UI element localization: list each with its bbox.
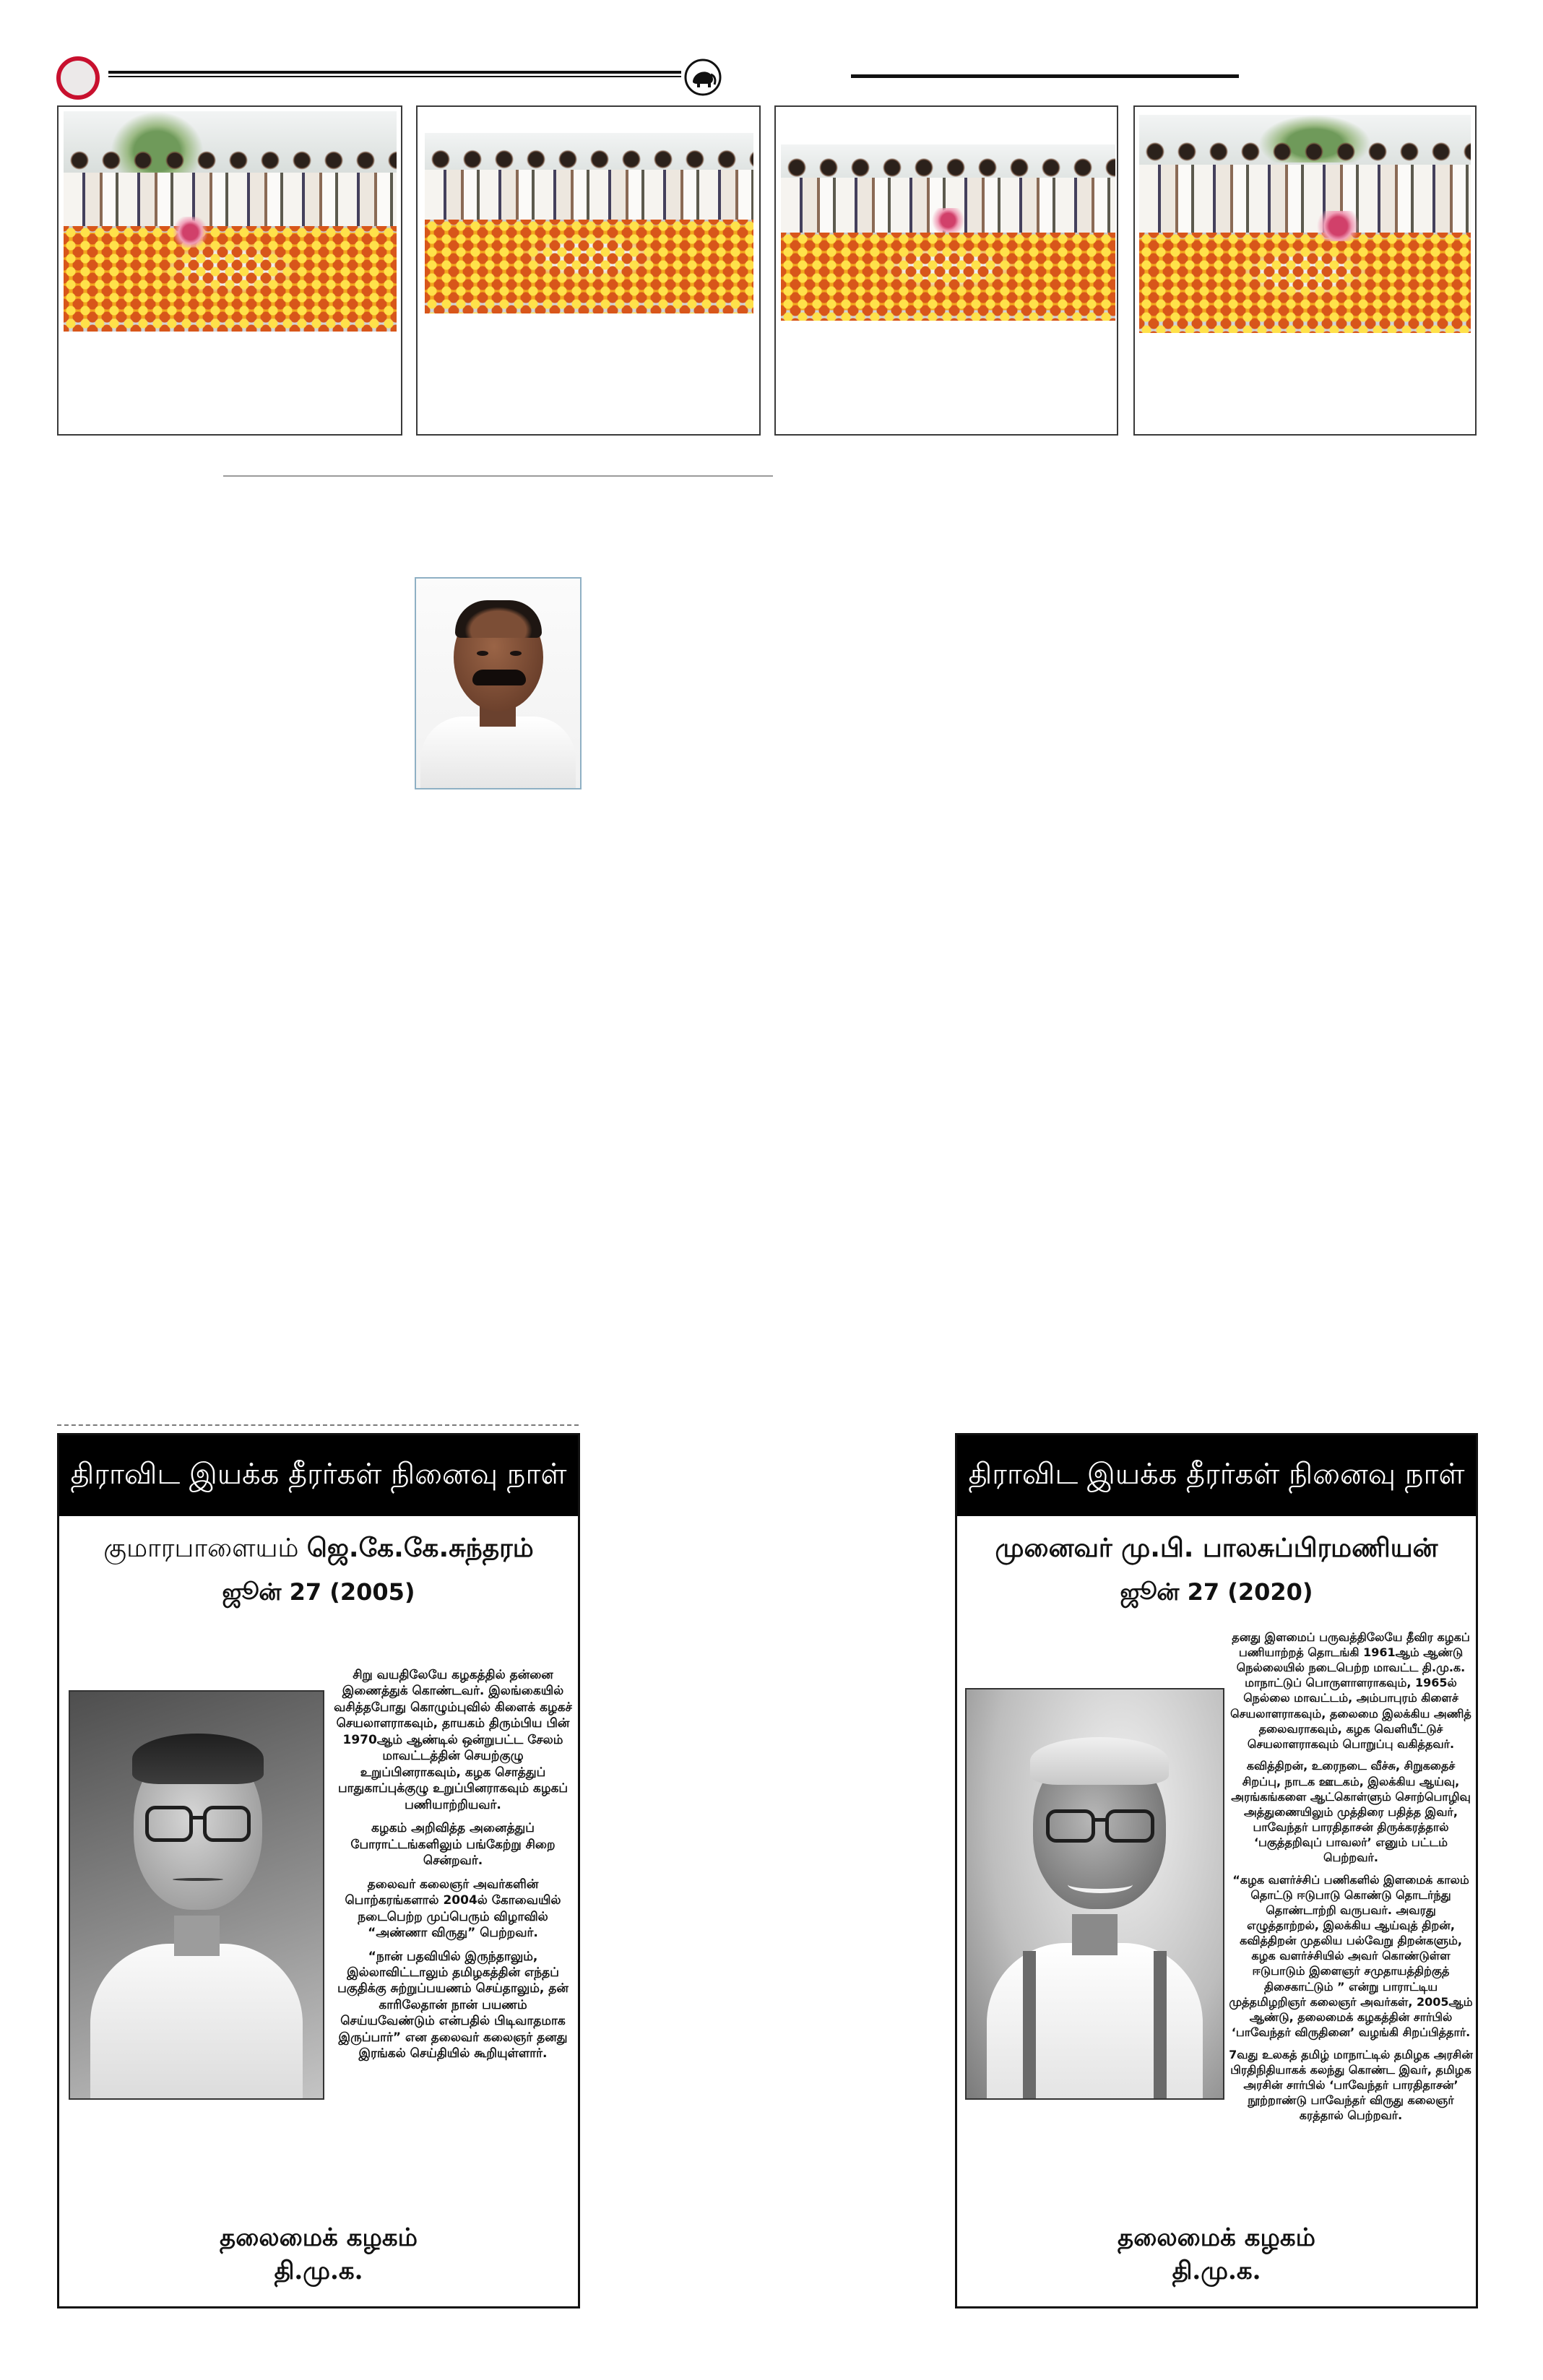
- memorial-biography-2: [1229, 1630, 1473, 2211]
- bio-paragraph: தலைவர் கலைஞர் அவர்களின் பொற்கரங்களால் 2004ல் கோவையில் நடைபெற்ற முப்பெரும் விழாவில் “அண்ணா விருது” பெற்றவர்.: [345, 1877, 561, 1940]
- portrait-moustache: [472, 670, 526, 685]
- glasses-right-lens: [203, 1806, 251, 1842]
- portrait-shirt: [987, 1943, 1202, 2098]
- bio-paragraph: 7வது உலகத் தமிழ் மாநாட்டில் தமிழக அரசின் பிரதிநிதியாகக் கலந்து கொண்ட இவர், தமிழக அரசின் சார்பில் ‘பாவேந்தர் பாரதிதாசன்’ நூற்றாண்டு பாவேந்தர் விருது கலைஞர் கரத்தால் பெற்றவர்.: [1229, 2047, 1473, 2123]
- memorial-name-line: [995, 1533, 1438, 1567]
- photo-rose-bouquet: [170, 217, 210, 248]
- name-main: மு.பி. பாலசுப்பிரமணியன்: [1121, 1533, 1438, 1563]
- name-main: ஜெ.கே.கே.சுந்தரம்: [306, 1533, 534, 1563]
- section-rule: [223, 475, 773, 477]
- emblem-icon: [683, 58, 722, 97]
- memorial-header-banner: [59, 1435, 578, 1516]
- tribute-photo-3: [781, 144, 1115, 321]
- memorial-notice-1: [57, 1433, 580, 2308]
- tribute-photo-4: [1139, 115, 1471, 333]
- glasses-bridge: [191, 1816, 204, 1819]
- bio-paragraph: தனது இளமைப் பருவத்திலேயே தீவிர கழகப் பணியாற்றத் தொடங்கி 1961ஆம் ஆண்டு நெல்லையில் நடைபெற்ற மாவட்ட தி.மு.க. மாநாட்டுப் பொருளாளராகவும், 1965ல் நெல்லை மாவட்டம், அம்பாபுரம் கிளைச் செயலாளராகவும், தலைமை இலக்கிய அணித் தலைவராகவும், கழக வெளியீட்டுச் செயலாளராகவும் பொறுப்பு வகித்தவர்.: [1230, 1630, 1471, 1751]
- photo-frame-1: [57, 105, 402, 436]
- photo-flower-memorial: [1139, 233, 1471, 333]
- bio-paragraph: “நான் பதவியில் இருந்தாலும், இல்லாவிட்டாலும் தமிழகத்தின் எந்தப் பகுதிக்கு சுற்றுப்பயணம் செய்தாலும், தன் காரிலேதான் நான் பயணம் செய்யவேண்டும் என்பதில் பிடிவாதமாக இருப்பார்” என தலைவர் கலைஞர் தனது இரங்கல் செய்தியில் கூறியுள்ளார்.: [337, 1949, 569, 2061]
- memorial-person-name: [957, 1533, 1476, 1567]
- signature-office: தலைமைக் கழகம்: [1118, 2223, 1315, 2252]
- signature-party: தி.மு.க.: [1172, 2256, 1261, 2285]
- portrait-photo: [415, 577, 582, 789]
- bio-paragraph: கவித்திறன், உரைநடை வீச்சு, சிறுகதைச் சிறப்பு, நாடக ஊடகம், இலக்கிய ஆய்வு, அரங்கங்களை ஆட்கொள்ளும் சொற்பொழிவு அத்துணையிலும் முத்திரை பதித்த இவர், பாவேந்தர் பாரதிதாசன் திருக்கரத்தால் ‘பகுத்தறிவுப் பாவலர்’ எனும் பட்டம் பெற்றவர்.: [1231, 1759, 1471, 1865]
- photo-crowd: [1139, 137, 1471, 237]
- name-prefix: முனைவர்: [995, 1533, 1112, 1563]
- signature-party: தி.மு.க.: [274, 2256, 363, 2285]
- glasses-right-lens: [1105, 1809, 1154, 1843]
- masthead-rule: [851, 74, 1239, 78]
- memorial-header-title: திராவிட இயக்க தீரர்கள் நினைவு நாள்: [968, 1457, 1465, 1491]
- portrait-neck: [174, 1916, 220, 1956]
- memorial-biography-1: [332, 1667, 574, 2187]
- portrait-hair: [1030, 1737, 1169, 1785]
- portrait-hair: [132, 1734, 264, 1784]
- portrait-hair: [455, 600, 542, 638]
- photo-frame-2: [416, 105, 761, 436]
- photo-flower-memorial: [425, 220, 753, 313]
- photo-flower-memorial: [64, 226, 397, 332]
- memorial-portrait-2: [965, 1688, 1224, 2100]
- portrait-neck: [1072, 1914, 1118, 1955]
- portrait-shirt: [90, 1944, 303, 2098]
- photo-crowd: [425, 147, 753, 227]
- memorial-signature: [957, 2221, 1476, 2288]
- portrait-shirt: [420, 717, 576, 788]
- portrait-suspender-right: [1154, 1951, 1167, 2098]
- portrait-mouth: [173, 1878, 223, 1881]
- page-number-circle: [56, 56, 100, 100]
- signature-office: தலைமைக் கழகம்: [220, 2223, 418, 2252]
- memorial-header-title: திராவிட இயக்க தீரர்கள் நினைவு நாள்: [70, 1457, 567, 1491]
- photo-frame-3: [774, 105, 1118, 436]
- memorial-date: ஜூன் 27 (2005): [222, 1578, 415, 1606]
- portrait-eye-left: [477, 651, 488, 656]
- glasses-bridge: [1094, 1818, 1107, 1822]
- bio-paragraph: சிறு வயதிலேயே கழகத்தில் தன்னை இணைத்துக் கொண்டவர். இலங்கையில் வசித்தபோது கொழும்புவில் கிளைக் கழகச் செயலாளராகவும், தாயகம் திரும்பிய பின் 1970ஆம் ஆண்டில் ஒன்றுபட்ட சேலம் மாவட்டத்தின் செயற்குழு உறுப்பினராகவும், கழக சொத்துப் பாதுகாப்புக்குழு உறுப்பினராகவும் கழகப் பணியாற்றியவர்.: [334, 1668, 572, 1812]
- name-prefix: குமாரபாளையம்: [103, 1533, 299, 1563]
- memorial-name-line: [103, 1533, 533, 1567]
- memorial-person-name: [59, 1533, 578, 1567]
- memorial-notice-2: [955, 1433, 1478, 2308]
- memorial-signature: [59, 2221, 578, 2288]
- bio-paragraph: “கழக வளர்ச்சிப் பணிகளில் இளமைக் காலம் தொட்டு ஈடுபாடு கொண்டு தொடர்ந்து தொண்டாற்றி வருபவர். அவரது எழுத்தாற்றல், இலக்கிய ஆய்வுத் திறன், கவித்திறன் முதலிய பல்வேறு திறன்களும், கழக வளர்ச்சியில் அவர் கொண்டுள்ள ஈடுபாடும் இளைஞர் சமுதாயத்திற்குத் திசைகாட்டும் ” என்று பாராட்டிய முத்தமிழறிஞர் கலைஞர் அவர்கள், 2005ஆம் ஆண்டு, தலைமைக் கழகத்தின் சார்பில் ‘பாவேந்தர் விருதினை’ வழங்கி சிறப்பித்தார்.: [1229, 1872, 1473, 2039]
- glasses-left-lens: [145, 1806, 193, 1842]
- bio-paragraph: கழகம் அறிவித்த அனைத்துப் போராட்டங்களிலும் பங்கேற்று சிறை சென்றவர்.: [350, 1821, 556, 1868]
- memorial-date: ஜூன் 27 (2020): [1120, 1578, 1313, 1606]
- masthead-double-rule: [108, 71, 681, 77]
- dashed-separator: [57, 1424, 579, 1426]
- tribute-photo-2: [425, 133, 753, 313]
- photo-rose-bouquet: [1312, 211, 1365, 241]
- tribute-photo-1: [64, 111, 397, 332]
- portrait-eye-right: [510, 651, 522, 656]
- memorial-portrait-1: [69, 1690, 324, 2100]
- glasses-left-lens: [1046, 1809, 1095, 1843]
- photo-flower-memorial: [781, 233, 1115, 321]
- portrait-smile: [1068, 1876, 1133, 1893]
- photo-rose-bouquet: [928, 208, 969, 233]
- photo-frame-4: [1133, 105, 1477, 436]
- memorial-header-banner: [957, 1435, 1476, 1516]
- portrait-suspender-left: [1023, 1951, 1036, 2098]
